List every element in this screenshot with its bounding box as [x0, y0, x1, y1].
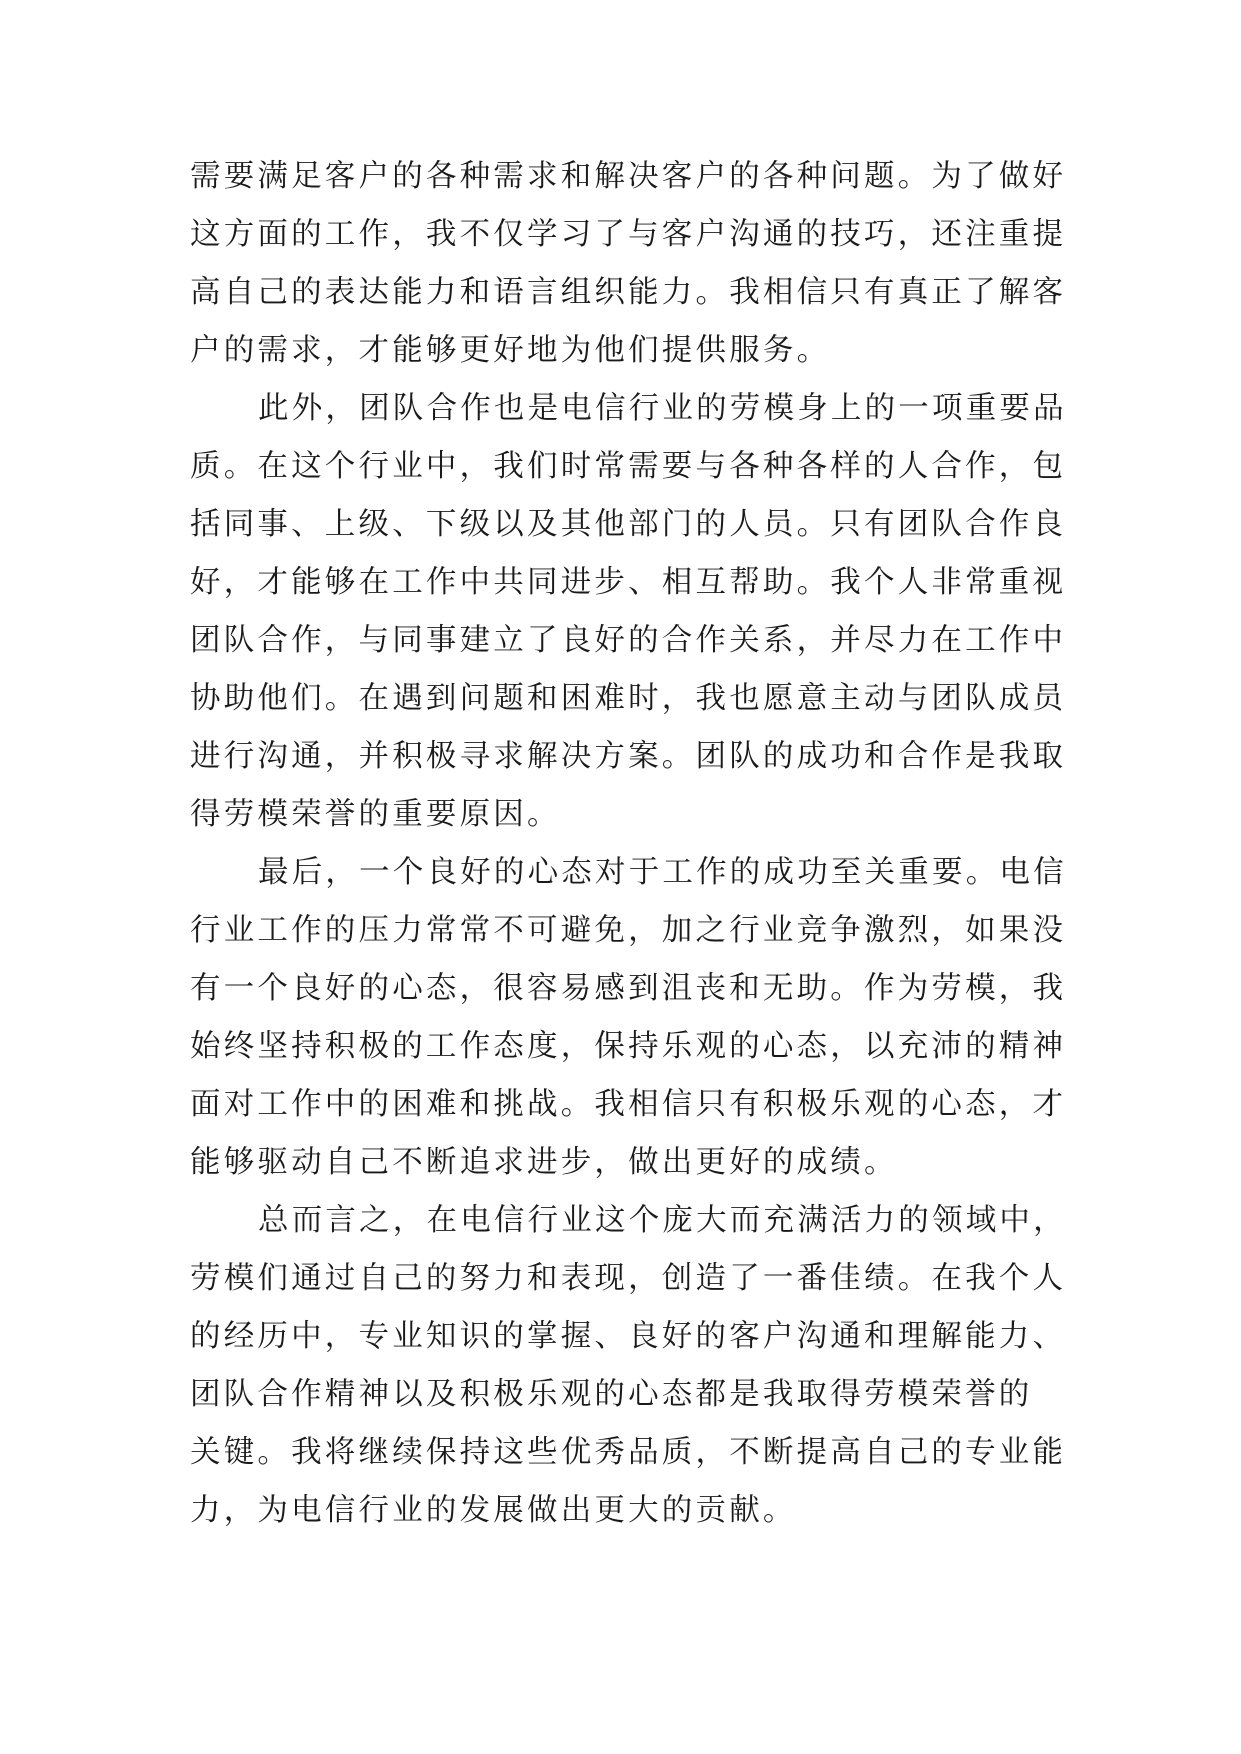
text-line: 得劳模荣誉的重要原因。 [190, 797, 561, 832]
text-line: 括同事、上级、下级以及其他部门的人员。只有团队合作良 [190, 507, 1067, 542]
text-line: 关键。我将继续保持这些优秀品质，不断提高自己的专业能 [190, 1435, 1067, 1470]
paragraph-start-line: 总而言之，在电信行业这个庞大而充满活力的领域中， [258, 1203, 1067, 1238]
text-line: 好，才能够在工作中共同进步、相互帮助。我个人非常重视 [190, 565, 1067, 600]
text-line: 这方面的工作，我不仅学习了与客户沟通的技巧，还注重提 [190, 217, 1067, 252]
paragraph-start-line: 最后，一个良好的心态对于工作的成功至关重要。电信 [258, 855, 1067, 890]
text-line: 面对工作中的困难和挑战。我相信只有积极乐观的心态，才 [190, 1087, 1067, 1122]
text-line: 团队合作，与同事建立了良好的合作关系，并尽力在工作中 [190, 623, 1067, 658]
text-line: 的经历中，专业知识的掌握、良好的客户沟通和理解能力、 [190, 1319, 1067, 1354]
text-line: 进行沟通，并积极寻求解决方案。团队的成功和合作是我取 [190, 739, 1067, 774]
text-line: 力，为电信行业的发展做出更大的贡献。 [190, 1493, 797, 1528]
text-line: 团队合作精神以及积极乐观的心态都是我取得劳模荣誉的 [190, 1377, 1033, 1412]
text-line: 协助他们。在遇到问题和困难时，我也愿意主动与团队成员 [190, 681, 1067, 716]
text-line: 劳模们通过自己的努力和表现，创造了一番佳绩。在我个人 [190, 1261, 1067, 1296]
body-text [190, 148, 1067, 1540]
text-line: 行业工作的压力常常不可避免，加之行业竞争激烈，如果没 [190, 913, 1067, 948]
text-line: 始终坚持积极的工作态度，保持乐观的心态，以充沛的精神 [190, 1029, 1067, 1064]
text-line: 能够驱动自己不断追求进步，做出更好的成绩。 [190, 1145, 898, 1180]
text-line: 需要满足客户的各种需求和解决客户的各种问题。为了做好 [190, 159, 1067, 194]
text-line: 有一个良好的心态，很容易感到沮丧和无助。作为劳模，我 [190, 971, 1067, 1006]
text-line: 户的需求，才能够更好地为他们提供服务。 [190, 333, 831, 368]
text-line: 高自己的表达能力和语言组织能力。我相信只有真正了解客 [190, 275, 1067, 310]
paragraph-start-line: 此外，团队合作也是电信行业的劳模身上的一项重要品 [258, 391, 1067, 426]
text-line: 质。在这个行业中，我们时常需要与各种各样的人合作，包 [190, 449, 1067, 484]
